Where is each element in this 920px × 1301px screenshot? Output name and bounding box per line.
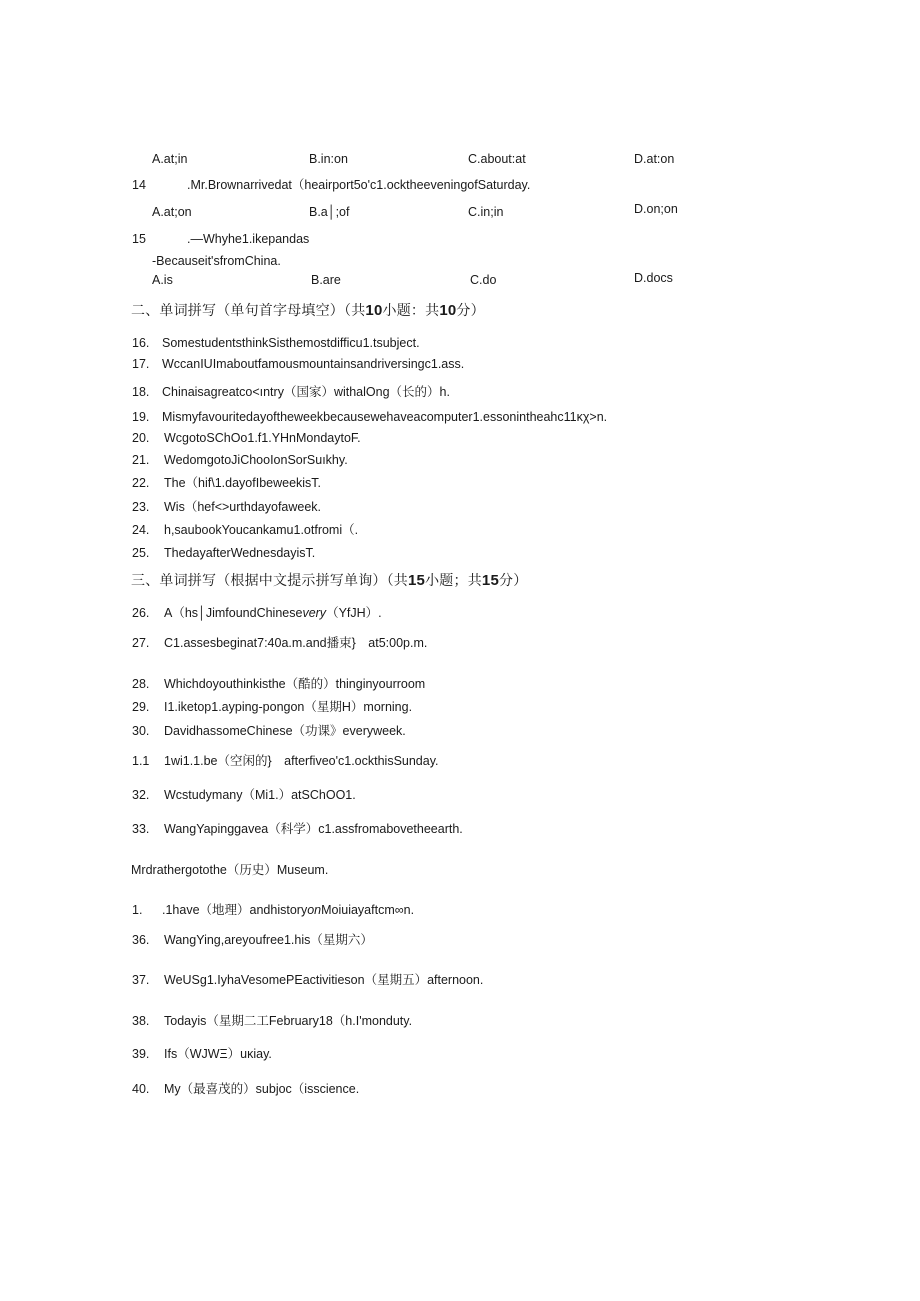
item-number: 33. bbox=[132, 822, 150, 836]
question-number: 14 bbox=[132, 178, 146, 192]
item-number: 26. bbox=[132, 606, 150, 620]
item-text: DavidhassomeChinese（功课》everyweek. bbox=[164, 724, 406, 738]
item-number: 22. bbox=[132, 476, 150, 490]
option-a: A.is bbox=[152, 273, 173, 287]
section-heading: 三、单词拼写（根据中文提示拼写单询）（共15小题；共15分） bbox=[131, 572, 528, 589]
item-number: 24. bbox=[132, 523, 150, 537]
option-d: D.on;on bbox=[634, 202, 678, 216]
item-text: Whichdoyouthinkisthe（酷的）thinginyourroom bbox=[164, 677, 426, 691]
item-number: 28. bbox=[132, 677, 150, 691]
option-d: D.at:on bbox=[634, 152, 675, 166]
item-number: 32. bbox=[132, 788, 150, 802]
item-number: 16. bbox=[132, 336, 150, 350]
item-number: 25. bbox=[132, 546, 150, 560]
question-text: .Mr.Brownarrivedat（heairport5o'c1.ocktheeveningofSaturday. bbox=[187, 178, 531, 192]
item-text: WedomgotoJiChooIonSorSuıkhy. bbox=[164, 453, 348, 467]
option-c: C.about:at bbox=[468, 152, 526, 166]
item-number: 29. bbox=[132, 700, 150, 714]
item-text: .1have（地理）andhistoryonMoiuiayaftcm∞n. bbox=[162, 903, 415, 917]
item-text: WeUSg1.IyhaVesomePEactivitieson（星期五）afternoon. bbox=[164, 973, 484, 987]
item-text: Mismyfavouritedayoftheweekbecausewehaveacomputer1.essonintheahc11κχ>n. bbox=[162, 410, 608, 424]
item-number: 36. bbox=[132, 933, 150, 947]
item-number: 19. bbox=[132, 410, 150, 424]
option-b: B.are bbox=[311, 273, 341, 287]
item-text: My（最喜茂的）subjoc（isscience. bbox=[164, 1082, 360, 1096]
item-text: I1.iketop1.ayping-pongon（星期H）morning. bbox=[164, 700, 413, 714]
item-number: 17. bbox=[132, 357, 150, 371]
item-text: The（hif\1.dayofIbeweekisT. bbox=[164, 476, 322, 490]
item-number: 40. bbox=[132, 1082, 150, 1096]
item-text: C1.assesbeginat7:40a.m.and播束} at5:00p.m. bbox=[164, 636, 428, 650]
option-a: A.at;in bbox=[152, 152, 188, 166]
item-text: Wcstudymany（Mi1.）atSChOO1. bbox=[164, 788, 356, 802]
item-text: SomestudentsthinkSisthemostdifficu1.tsubject. bbox=[162, 336, 420, 350]
item-text: WccanIUImaboutfamousmountainsandriversingc1.ass. bbox=[162, 357, 465, 371]
item-number: 21. bbox=[132, 453, 150, 467]
item-text: Mrdrathergotothe（历史）Museum. bbox=[131, 863, 329, 877]
question-answer-line: -Becauseit'sfromChina. bbox=[152, 254, 281, 268]
option-d: D.docs bbox=[634, 271, 673, 285]
option-b: B.in:on bbox=[309, 152, 348, 166]
section-heading: 二、单词拼写（单句首字母填空）（共10小题：共10分） bbox=[131, 302, 485, 319]
item-text: WangYing,areyoufree1.his（星期六） bbox=[164, 933, 373, 947]
item-text: h,saubookYoucankamu1.otfromi（. bbox=[164, 523, 359, 537]
item-number: 1. bbox=[132, 903, 143, 917]
item-text: WcgotoSChOo1.f1.YHnMondaytoF. bbox=[164, 431, 361, 445]
option-c: C.in;in bbox=[468, 205, 504, 219]
item-number: 20. bbox=[132, 431, 150, 445]
item-text: Wis（hef<>urthdayofaweek. bbox=[164, 500, 322, 514]
option-c: C.do bbox=[470, 273, 497, 287]
item-text: A（hs│JimfoundChinesevery（YfJH）. bbox=[164, 606, 382, 620]
item-number: 1.1 bbox=[132, 754, 150, 768]
item-text: Chinaisagreatco<ıntry（国家）withalOng（长的）h. bbox=[162, 385, 450, 399]
item-text: Todayis（星期二工February18（h.I'monduty. bbox=[164, 1014, 413, 1028]
item-text: 1wi1.1.be（空闲的} afterfiveo'c1.ockthisSunday. bbox=[164, 754, 439, 768]
item-number: 27. bbox=[132, 636, 150, 650]
question-text: .—Whyhe1.ikepandas bbox=[187, 232, 310, 246]
item-number: 38. bbox=[132, 1014, 150, 1028]
item-text: WangYapinggavea（科学）c1.assfromabovetheearth. bbox=[164, 822, 463, 836]
question-number: 15 bbox=[132, 232, 146, 246]
item-number: 37. bbox=[132, 973, 150, 987]
item-number: 23. bbox=[132, 500, 150, 514]
item-text: ThedayafterWednesdayisT. bbox=[164, 546, 316, 560]
option-a: A.at;on bbox=[152, 205, 192, 219]
item-number: 18. bbox=[132, 385, 150, 399]
option-b: B.a│;of bbox=[309, 205, 350, 219]
item-number: 39. bbox=[132, 1047, 150, 1061]
item-number: 30. bbox=[132, 724, 150, 738]
item-text: Ifs（WJWΞ）uκiay. bbox=[164, 1047, 272, 1061]
